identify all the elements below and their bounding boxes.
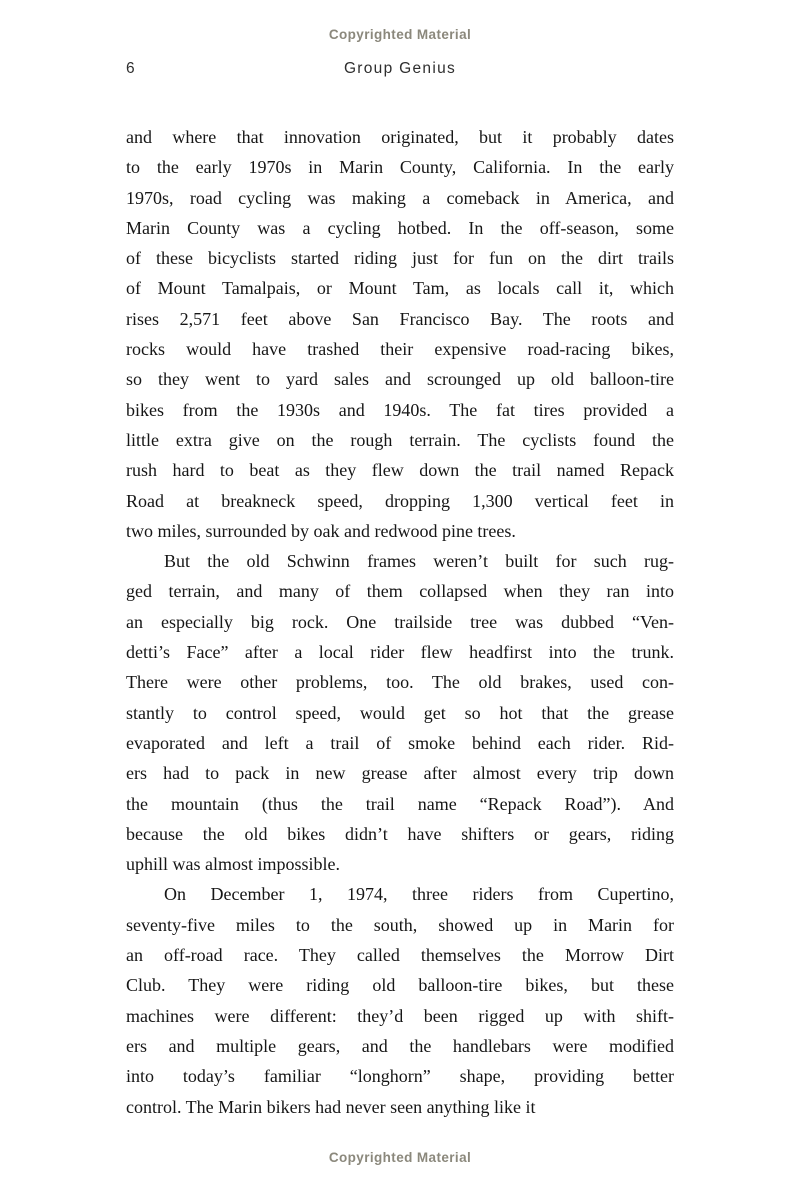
text-line: On December 1, 1974, three riders from Cupertino, (164, 884, 674, 905)
text-line: 1970s, road cycling was making a comeback in America, and (126, 187, 674, 208)
copyright-notice-top: Copyrighted Material (328, 27, 472, 42)
text-line: little extra give on the rough terrain. The cyclists found the (126, 429, 674, 450)
text-line: into today’s familiar “longhorn” shape, providing better (126, 1066, 674, 1087)
text-line: control. The Marin bikers had never seen anything like it (126, 1096, 536, 1117)
text-line: bikes from the 1930s and 1940s. The fat tires provided a (126, 399, 674, 420)
running-title: Group Genius (343, 60, 457, 77)
text-line: two miles, surrounded by oak and redwood pine trees. (126, 520, 516, 541)
page-number: 6 (126, 60, 136, 77)
text-line: seventy-five miles to the south, showed up in Marin for (126, 914, 674, 935)
text-line: to the early 1970s in Marin County, California. In the early (126, 157, 674, 178)
text-line: of these bicyclists started riding just for fun on the dirt trails (126, 248, 674, 269)
text-line: rush hard to beat as they flew down the trail named Repack (126, 460, 674, 481)
text-line: ers and multiple gears, and the handlebars were modified (126, 1035, 674, 1056)
text-line: ged terrain, and many of them collapsed when they ran into (126, 581, 674, 602)
text-line: uphill was almost impossible. (126, 854, 340, 875)
text-line: ers had to pack in new grease after almost every trip down (126, 763, 674, 784)
text-line: an especially big rock. One trailside tree was dubbed “Ven- (126, 611, 674, 632)
text-line: Marin County was a cycling hotbed. In the off-season, some (126, 217, 674, 238)
text-line: an off-road race. They called themselves the Morrow Dirt (126, 945, 674, 966)
body-text (126, 122, 674, 1122)
text-line: But the old Schwinn frames weren’t built for such rug- (164, 551, 674, 572)
running-header (126, 60, 674, 78)
text-line: the mountain (thus the trail name “Repack Road”). And (126, 793, 674, 814)
text-line: detti’s Face” after a local rider flew headfirst into the trunk. (126, 642, 674, 663)
text-line: machines were different: they’d been rigged up with shift- (126, 1005, 674, 1026)
copyright-notice-bottom: Copyrighted Material (328, 1150, 472, 1165)
text-line: and where that innovation originated, but it probably dates (126, 127, 674, 147)
text-line: rocks would have trashed their expensive road-racing bikes, (126, 339, 674, 360)
text-line: of Mount Tamalpais, or Mount Tam, as locals call it, which (126, 278, 674, 299)
text-line: rises 2,571 feet above San Francisco Bay. The roots and (126, 308, 674, 329)
text-line: Road at breakneck speed, dropping 1,300 vertical feet in (126, 490, 674, 511)
text-line: Club. They were riding old balloon-tire bikes, but these (126, 975, 674, 996)
text-line: stantly to control speed, would get so hot that the grease (126, 702, 674, 723)
text-line: There were other problems, too. The old brakes, used con- (126, 672, 674, 693)
text-line: because the old bikes didn’t have shifters or gears, riding (126, 823, 674, 844)
text-line: evaporated and left a trail of smoke behind each rider. Rid- (126, 732, 674, 753)
text-line: so they went to yard sales and scrounged up old balloon-tire (126, 369, 674, 390)
